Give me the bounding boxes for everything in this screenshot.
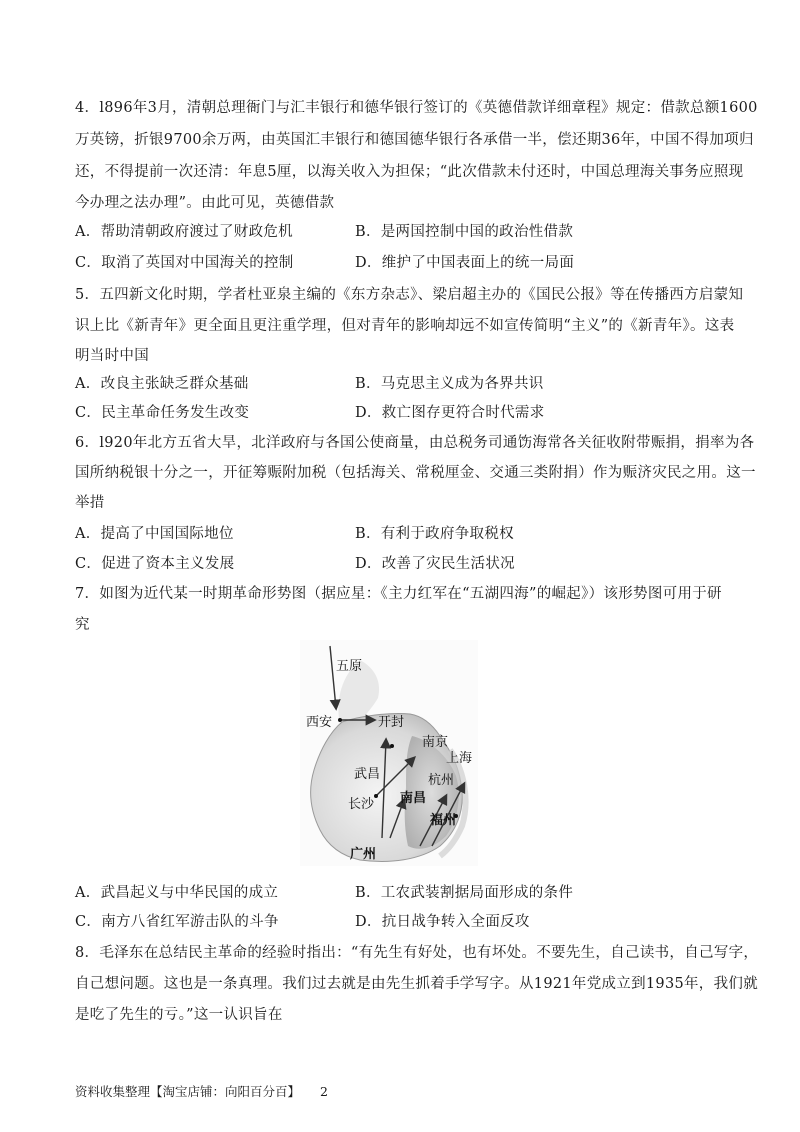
q6-stem-line-2: 国所纳税银十分之一，开征筹赈附加税（包括海关、常税厘金、交通三类附捐）作为赈济灾民之用。这一 xyxy=(75,465,756,481)
q5-stem-line-1: 5．五四新文化时期，学者杜亚泉主编的《东方杂志》、梁启超主办的《国民公报》等在传播西方启蒙知 xyxy=(75,287,744,303)
q6-stem-line-3: 举措 xyxy=(75,495,105,511)
city-dot-xian xyxy=(338,718,342,722)
q4-stem-line-2: 万英镑，折银9700余万两，由英国汇丰银行和德国德华银行各承借一半，偿还期36年，中国不得加项归 xyxy=(75,132,754,148)
q6-option-a: A．提高了中国国际地位 xyxy=(75,526,234,542)
map-label-xian: 西安 xyxy=(306,715,333,730)
q8-stem-line-1: 8．毛泽东在总结民主革命的经验时指出：“有先生有好处，也有坏处。不要先生，自己读书，自己写字， xyxy=(75,945,759,961)
city-dot-nanjing xyxy=(390,744,394,748)
q7-option-b: B．工农武装割据局面形成的条件 xyxy=(355,885,574,901)
q4-stem-line-3: 还，不得提前一次还清：年息5厘，以海关收入为担保；“此次借款未付还时，中国总理海关事务应照现 xyxy=(75,164,744,180)
q6-stem-line-1: 6．l920年北方五省大旱，北洋政府与各国公使商量，由总税务司通饬海常各关征收附带赈捐，捐率为各 xyxy=(75,435,755,451)
q4-option-b: B．是两国控制中国的政治性借款 xyxy=(355,224,574,240)
map-label-guangzhou: 广州 xyxy=(350,847,377,862)
page-number: 2 xyxy=(319,1084,328,1099)
q4-option-d: D．维护了中国表面上的统一局面 xyxy=(355,255,575,271)
q8-stem-line-2: 自己想问题。这也是一条真理。我们过去就是由先生抓着手学写字。从1921年党成立到1935年，我们就 xyxy=(75,976,758,992)
map-label-nanjing: 南京 xyxy=(422,735,449,750)
map-label-wuyuan: 五原 xyxy=(336,659,363,674)
revolution-situation-map xyxy=(300,640,478,866)
q8-stem-line-3: 是吃了先生的亏。”这一认识旨在 xyxy=(75,1007,283,1023)
footer-source-text: 资料收集整理【淘宝店铺：向阳百分百】 xyxy=(75,1084,301,1099)
map-label-wuchang: 武昌 xyxy=(354,767,381,782)
q6-option-b: B．有利于政府争取税权 xyxy=(355,526,514,542)
map-label-shanghai: 上海 xyxy=(446,751,473,766)
page-footer xyxy=(75,1083,328,1101)
q5-option-d: D．救亡图存更符合时代需求 xyxy=(355,405,545,421)
q7-stem-line-2: 究 xyxy=(75,617,90,633)
q7-option-a: A．武昌起义与中华民国的成立 xyxy=(75,885,279,901)
map-label-nanchang: 南昌 xyxy=(400,791,427,806)
q5-option-a: A．改良主张缺乏群众基础 xyxy=(75,376,249,392)
q7-stem-line-1: 7．如图为近代某一时期革命形势图（据应星：《主力红军在“五湖四海”的崛起》）该形势图可用于研 xyxy=(75,586,722,602)
q4-stem-line-4: 今办理之法办理”。由此可见，英德借款 xyxy=(75,195,335,211)
q5-stem-line-2: 识上比《新青年》更全面且更注重学理，但对青年的影响却远不如宣传简明“主义”的《新青年》。这表 xyxy=(75,318,735,334)
q4-option-a: A．帮助清朝政府渡过了财政危机 xyxy=(75,224,293,240)
q4-stem-line-1: 4．l896年3月，清朝总理衙门与汇丰银行和德华银行签订的《英德借款详细章程》规定：借款总额1600 xyxy=(75,100,758,116)
q6-option-d: D．改善了灾民生活状况 xyxy=(355,556,515,572)
q5-option-c: C．民主革命任务发生改变 xyxy=(75,405,250,421)
map-label-changsha: 长沙 xyxy=(348,797,375,812)
q6-option-c: C．促进了资本主义发展 xyxy=(75,556,235,572)
q7-option-d: D．抗日战争转入全面反攻 xyxy=(355,914,530,930)
map-label-hangzhou: 杭州 xyxy=(428,773,455,788)
q4-option-c: C．取消了英国对中国海关的控制 xyxy=(75,255,294,271)
map-label-kaifeng: 开封 xyxy=(378,715,405,730)
q5-option-b: B．马克思主义成为各界共识 xyxy=(355,376,544,392)
map-label-fuzhou: 福州 xyxy=(430,813,457,828)
q7-option-c: C．南方八省红军游击队的斗争 xyxy=(75,914,279,930)
city-dot-changsha xyxy=(374,794,378,798)
q5-stem-line-3: 明当时中国 xyxy=(75,348,149,364)
